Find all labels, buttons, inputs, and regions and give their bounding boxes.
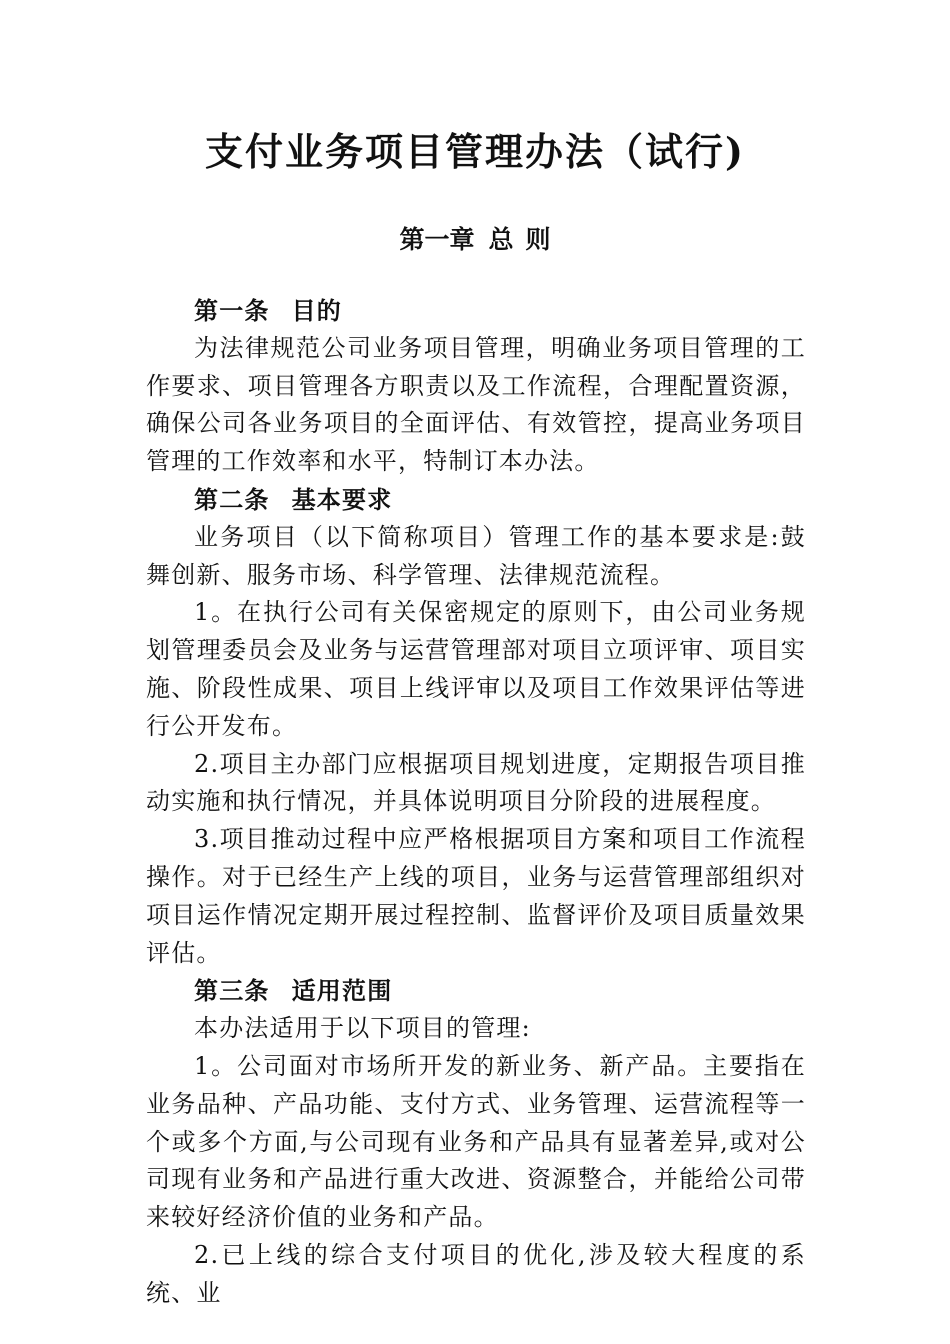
chapter-heading: [0, 218, 950, 262]
article-number: 第三条: [194, 976, 270, 1006]
article-heading: [146, 481, 806, 519]
paragraph: 2.项目主办部门应根据项目规划进度，定期报告项目推动实施和执行情况，并具体说明项目分阶段的进展程度。: [146, 749, 806, 816]
paragraph: 本办法适用于以下项目的管理:: [194, 1014, 531, 1043]
paragraph: 2.已上线的综合支付项目的优化,涉及较大程度的系统、业: [146, 1240, 806, 1307]
paragraph: 3.项目推动过程中应严格根据项目方案和项目工作流程操作。对于已经生产上线的项目，业务与运营管理部组织对项目运作情况定期开展过程控制、监督评价及项目质量效果评估。: [146, 825, 806, 967]
article-title: 目的: [291, 296, 343, 325]
chapter-name-part1: 总: [488, 225, 514, 254]
paragraph: 1。公司面对市场所开发的新业务、新产品。主要指在业务品种、产品功能、支付方式、业务管理、运营流程等一个或多个方面,与公司现有业务和产品具有显著差异,或对公司现有业务和产品进行重大改进、资源整合，并能给公司带来较好经济价值的业务和产品。: [146, 1051, 806, 1232]
chapter-name-part2: 则: [525, 225, 551, 254]
article-number: 第二条: [194, 484, 270, 514]
article-heading: [146, 972, 806, 1010]
article-title: 适用范围: [291, 976, 393, 1006]
article-heading: [146, 292, 806, 330]
chapter-label: 第一章: [399, 225, 475, 254]
paragraph: 业务项目（以下简称项目）管理工作的基本要求是:鼓舞创新、服务市场、科学管理、法律规范流程。: [146, 522, 806, 589]
article-number: 第一条: [194, 296, 270, 325]
article-title: 基本要求: [291, 484, 393, 514]
document-title: 支付业务项目管理办法（试行): [205, 129, 745, 174]
paragraph: 为法律规范公司业务项目管理，明确业务项目管理的工作要求、项目管理各方职责以及工作流程，合理配置资源，确保公司各业务项目的全面评估、有效管控，提高业务项目管理的工作效率和水平，特制订本办法。: [146, 333, 806, 476]
document-body: [146, 292, 806, 1313]
paragraph: 1。在执行公司有关保密规定的原则下，由公司业务规划管理委员会及业务与运营管理部对项目立项评审、项目实施、阶段性成果、项目上线评审以及项目工作效果评估等进行公开发布。: [146, 598, 806, 740]
